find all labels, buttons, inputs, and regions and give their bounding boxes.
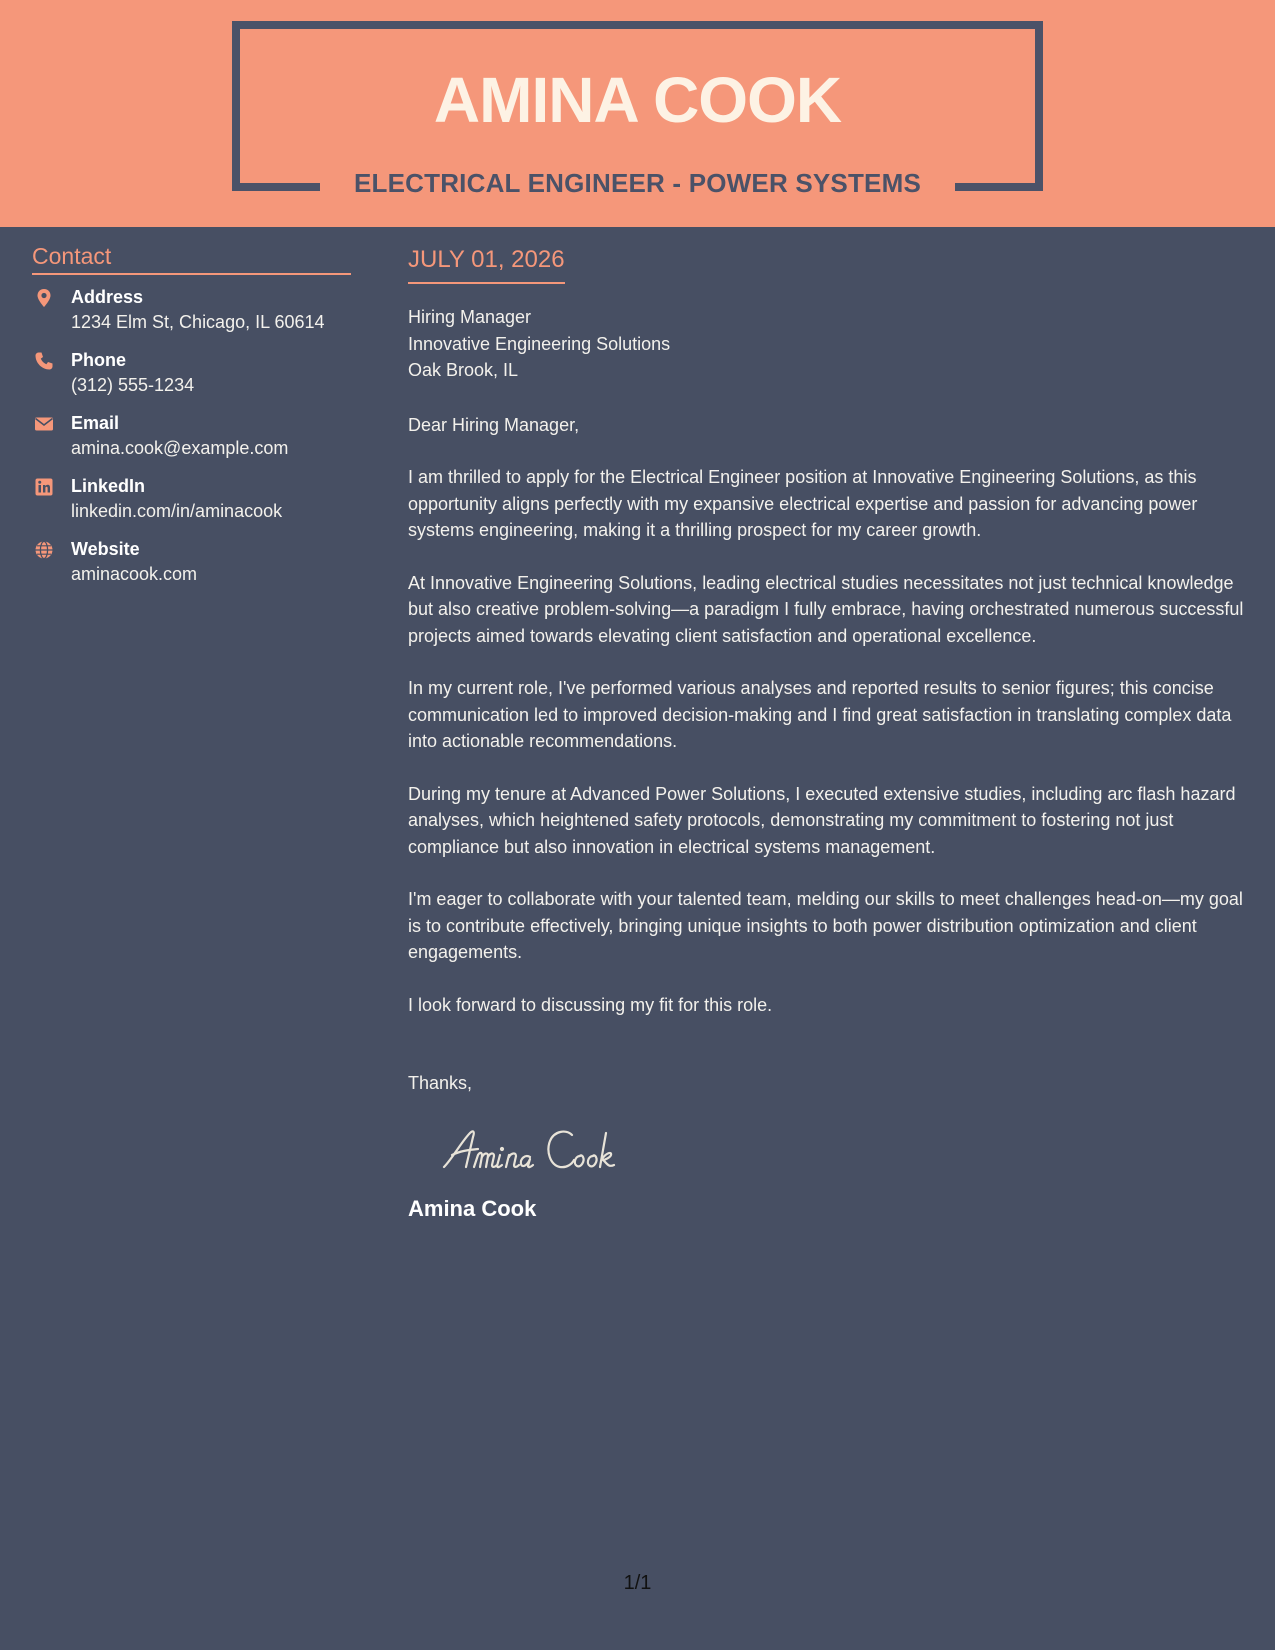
letter-paragraph: In my current role, I've performed various analyses and reported results to senior figures; this concise communication led to improved decision-making and I find great satisfaction in translating complex data into actionable recommendations.: [408, 678, 1232, 751]
signer-name: Amina Cook: [408, 1195, 537, 1221]
contact-item-linkedin: [32, 474, 351, 537]
globe-icon: [34, 540, 54, 560]
contact-item-email: [32, 411, 351, 474]
contact-heading: Contact: [32, 240, 351, 275]
header-frame-bottom-left: [232, 183, 320, 191]
contact-label: LinkedIn: [71, 476, 146, 496]
greeting: Dear Hiring Manager,: [408, 414, 580, 435]
letter-date: JULY 01, 2026: [408, 244, 565, 284]
letter-paragraph: During my tenure at Advanced Power Solutions, I executed extensive studies, including arc flash hazard analyses, which heightened safety protocols, demonstrating my commitment to fostering not just compliance but also innovation in electrical systems management.: [408, 783, 1236, 857]
applicant-name: AMINA COOK: [433, 64, 842, 136]
recipient-line: Innovative Engineering Solutions: [408, 333, 671, 354]
address-value: 1234 Elm St, Chicago, IL 60614: [71, 312, 325, 332]
contact-label: Phone: [71, 350, 127, 370]
envelope-icon: [34, 414, 54, 434]
header-frame-right: [1035, 21, 1043, 191]
phone-icon: [34, 351, 54, 371]
contact-label: Website: [71, 539, 140, 559]
header-frame-bottom-right: [955, 183, 1043, 191]
recipient-block: [408, 304, 1253, 384]
signature-image: [440, 1119, 640, 1181]
email-value: amina.cook@example.com: [71, 438, 289, 458]
letter-body: [408, 244, 1253, 1223]
recipient-line: Oak Brook, IL: [408, 360, 519, 380]
letter-paragraph: I look forward to discussing my fit for this role.: [408, 994, 773, 1015]
contact-item-phone: [32, 348, 351, 411]
header-frame-left: [232, 21, 240, 191]
linkedin-icon: [34, 477, 54, 497]
page-number: 1/1: [623, 1572, 652, 1594]
contact-item-website: [32, 537, 351, 600]
letter-paragraph: At Innovative Engineering Solutions, leading electrical studies necessitates not just technical knowledge but also creative problem-solving—a paradigm I fully embrace, having orchestrated numerous successful projects aimed towards elevating client satisfaction and operational excellence.: [408, 572, 1244, 646]
linkedin-value: linkedin.com/in/aminacook: [71, 501, 283, 521]
closing: Thanks,: [408, 1073, 473, 1093]
phone-value: (312) 555-1234: [71, 375, 195, 395]
contact-label: Email: [71, 413, 120, 433]
contact-item-address: [32, 285, 351, 348]
contact-sidebar: [32, 240, 351, 600]
letter-paragraph: I'm eager to collaborate with your talented team, melding our skills to meet challenges head-on—my goal is to contribute effectively, bringing unique insights to both power distribution optimization and client engagements.: [408, 889, 1243, 962]
contact-list: [32, 285, 351, 600]
job-title: ELECTRICAL ENGINEER - POWER SYSTEMS: [353, 168, 921, 198]
handwritten-signature: [408, 1119, 1253, 1181]
recipient-line: Hiring Manager: [408, 307, 532, 327]
contact-label: Address: [71, 287, 144, 307]
website-value: aminacook.com: [71, 564, 198, 584]
letter-paragraph: I am thrilled to apply for the Electrical Engineer position at Innovative Engineering Solutions, as this opportunity aligns perfectly with my expansive electrical expertise and passion for advancing power systems engineering, making it a thrilling prospect for my career growth.: [408, 467, 1198, 540]
header-frame-top: [232, 21, 1043, 29]
map-pin-icon: [34, 288, 54, 308]
header-banner: [0, 0, 1275, 227]
